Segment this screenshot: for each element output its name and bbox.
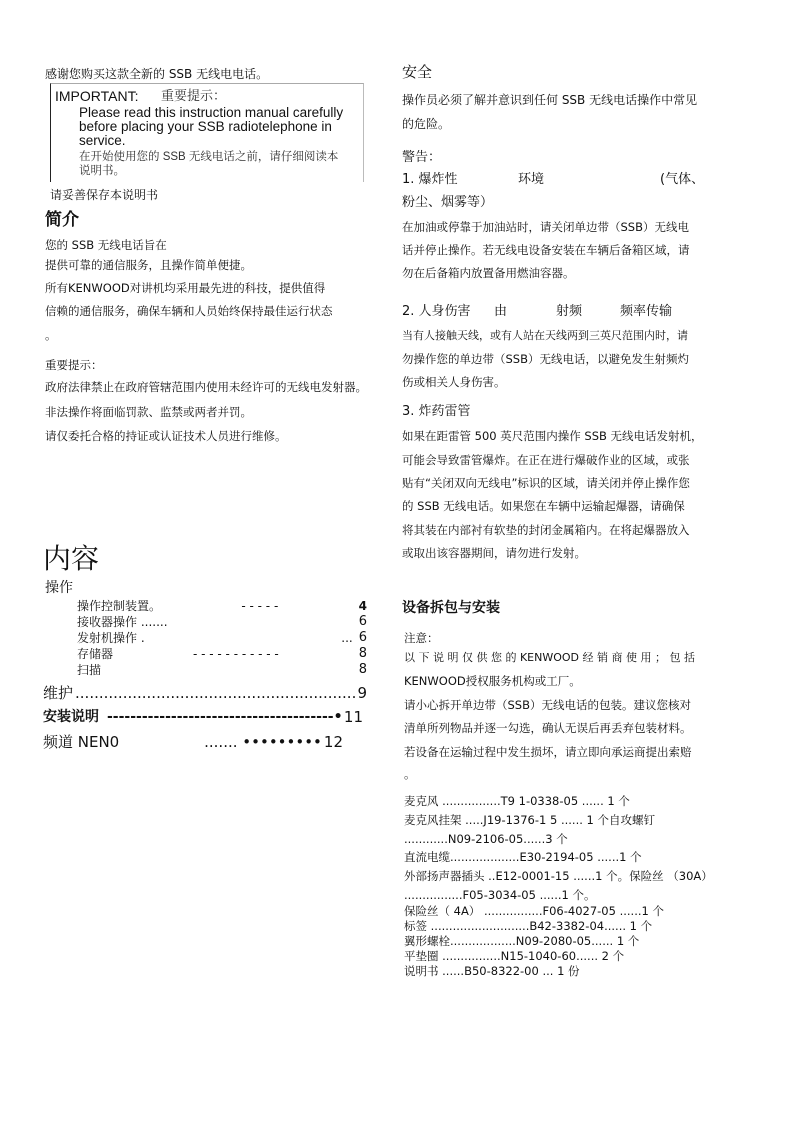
intro-line: 所有KENWOOD对讲机均采用最先进的科技，提供值得: [45, 281, 326, 295]
toc-dots: - - - - -: [241, 599, 279, 613]
parts-item: ............N09-2106-05......3 个: [404, 832, 568, 846]
toc-page: 12: [323, 733, 343, 751]
warning-1-title: 环境: [518, 172, 545, 187]
parts-item: 保险丝（ 4A） ................F06-4027-05 ......1 个: [404, 904, 664, 918]
warning-2-title: 射频: [556, 304, 583, 319]
toc-item[interactable]: [77, 630, 367, 646]
parts-item: ................F05-3034-05 ......1 个。: [404, 888, 596, 902]
intro-heading: 简介: [45, 210, 79, 230]
warning-2-title: 2. 人身伤害: [402, 304, 471, 319]
toc-item[interactable]: [77, 598, 367, 614]
warning-2-line: 当有人接触天线，或有人站在天线两到三英尺范围内时，请: [402, 329, 688, 342]
toc-item[interactable]: [43, 731, 343, 753]
warning-3-line: 或取出该容器期间，请勿进行发射。: [402, 546, 586, 560]
intro-line: 信赖的通信服务，确保车辆和人员始终保持最佳运行状态: [45, 304, 333, 318]
toc-page: 6: [358, 630, 367, 645]
parts-item: 麦克风 ................T9 1-0338-05 ...... 1 个: [404, 794, 630, 808]
toc-label: 存储器: [77, 647, 114, 661]
toc-page: 9: [357, 684, 367, 702]
parts-item: 外部扬声器插头 ..E12-0001-15 ......1 个。保险丝 （30A）: [404, 869, 713, 883]
unpack-line: 以 下 说 明 仅 供 您 的 KENWOOD 经 销 商 使 用 ； 包 括: [404, 651, 695, 664]
important-box: [50, 83, 364, 182]
toc-label: 维护: [43, 684, 74, 702]
important-cn-line: 在开始使用您的 SSB 无线电话之前，请仔细阅读本: [79, 151, 339, 163]
toc-item[interactable]: [77, 646, 367, 662]
important-en-line: Please read this instruction manual carefully: [79, 105, 344, 120]
toc-item[interactable]: [77, 662, 367, 678]
intro-line: 。: [45, 328, 57, 342]
unpack-line: 请小心拆开单边带（SSB）无线电话的包装。建议您核对: [404, 698, 691, 712]
toc-page: 11: [343, 708, 363, 726]
warning-2-line: 伤或相关人身伤害。: [402, 375, 506, 389]
important-label: IMPORTANT:: [55, 88, 139, 104]
toc-page: 4: [358, 599, 367, 613]
important-en-line: service.: [79, 133, 126, 148]
warning-1-title: (气体、: [660, 172, 705, 187]
toc-label: 操作控制装置。: [77, 599, 162, 613]
notice-heading: 重要提示：: [45, 358, 103, 372]
parts-item: 直流电缆...................E30-2194-05 ......1 个: [404, 850, 642, 864]
unpack-heading: 设备拆包与安装: [402, 600, 500, 616]
unpack-line: 若设备在运输过程中发生损坏，请立即向承运商提出索赔: [404, 745, 692, 759]
intro-line: 您的 SSB 无线电话旨在: [45, 238, 167, 252]
toc-page: 6: [358, 614, 367, 629]
notice-line: 政府法律禁止在政府管辖范围内使用未经许可的无线电发射器。: [45, 380, 367, 394]
safety-line: 操作员必须了解并意识到任何 SSB 无线电话操作中常见: [402, 93, 698, 107]
toc-dots: ...: [341, 631, 353, 645]
parts-item: 说明书 ......B50-8322-00 ... 1 份: [404, 964, 580, 978]
intro-line: 提供可靠的通信服务，且操作简单便捷。: [45, 258, 252, 272]
toc-heading: 内容: [43, 542, 100, 575]
safety-heading: 安全: [402, 63, 433, 81]
unpack-line: KENWOOD授权服务机构或工厂。: [404, 674, 581, 688]
warning-3-line: 可能会导致雷管爆炸。在正在进行爆破作业的区域，或张: [402, 453, 690, 467]
warning-3-line: 将其装在内部衬有软垫的封闭金属箱内。在将起爆器放入: [402, 523, 690, 537]
toc-item[interactable]: [43, 683, 367, 703]
thanks-text: 感谢您购买这款全新的 SSB 无线电电话。: [45, 67, 269, 81]
warning-2-line: 勿操作您的单边带（SSB）无线电话，以避免发生射频灼: [402, 352, 689, 366]
notice-line: 非法操作将面临罚款、监禁或两者并罚。: [45, 405, 252, 419]
warning-1-title: 1. 爆炸性: [402, 172, 458, 187]
toc-dots: - - - - - - - - - - -: [192, 647, 279, 661]
warning-1-title: 粉尘、烟雾等）: [402, 195, 494, 210]
toc-label: 频道 NEN0: [43, 733, 120, 751]
parts-item: 标签 ...........................B42-3382-04...... 1 个: [404, 919, 653, 933]
unpack-line: 注意：: [404, 631, 439, 645]
warning-2-title: 频率传输: [620, 304, 673, 319]
toc-dots: ....... •••••••••: [204, 733, 322, 751]
keep-manual-text: 请妥善保存本说明书: [50, 188, 159, 202]
warning-1-line: 在加油或停靠于加油站时，请关闭单边带（SSB）无线电: [402, 220, 689, 234]
warning-1-line: 话并停止操作。若无线电设备安装在车辆后备箱区域，请: [402, 243, 690, 257]
warning-3-line: 的 SSB 无线电话。如果您在车辆中运输起爆器，请确保: [402, 499, 685, 513]
warning-3-line: 如果在距雷管 500 英尺范围内操作 SSB 无线电话发射机，: [402, 429, 703, 443]
parts-item: 麦克风挂架 .....J19-1376-1 5 ...... 1 个自攻螺钉: [404, 813, 656, 827]
toc-label: 接收器操作 .......: [77, 615, 168, 629]
toc-dots: ...........................................................: [75, 684, 357, 702]
important-cn-line: 说明书。: [79, 165, 125, 177]
warning-1-line: 勿在后备箱内放置备用燃油容器。: [402, 266, 575, 280]
safety-line: 的危险。: [402, 117, 451, 131]
toc-item[interactable]: [43, 707, 363, 727]
toc-label: 发射机操作 .: [77, 631, 145, 645]
toc-item[interactable]: [77, 614, 367, 630]
notice-line: 请仅委托合格的持证或认证技术人员进行维修。: [45, 429, 287, 443]
important-cn-label: 重要提示：: [161, 88, 227, 103]
parts-item: 翼形螺栓..................N09-2080-05...... 1 个: [404, 934, 640, 948]
toc-dots: ---------------------------------------•: [107, 709, 343, 725]
parts-item: 平垫圈 ................N15-1040-60...... 2 个: [404, 949, 625, 963]
warning-2-title: 由: [494, 304, 508, 319]
toc-page: 8: [358, 646, 367, 661]
warning-heading: 警告：: [402, 150, 442, 165]
toc-label: 安装说明: [43, 709, 99, 725]
warning-3-line: 贴有“关闭双向无线电”标识的区域，请关闭并停止操作您: [402, 476, 690, 490]
toc-sub-list: [77, 598, 367, 678]
important-en-line: before placing your SSB radiotelephone in: [79, 119, 332, 134]
unpack-line: 清单所列物品并逐一勾选，确认无误后再丢弃包装材料。: [404, 721, 692, 735]
toc-operation: 操作: [45, 580, 73, 596]
warning-3-title: 3. 炸药雷管: [402, 404, 471, 419]
toc-label: 扫描: [77, 663, 102, 677]
toc-page: 8: [358, 662, 367, 677]
unpack-line: 。: [404, 767, 416, 781]
